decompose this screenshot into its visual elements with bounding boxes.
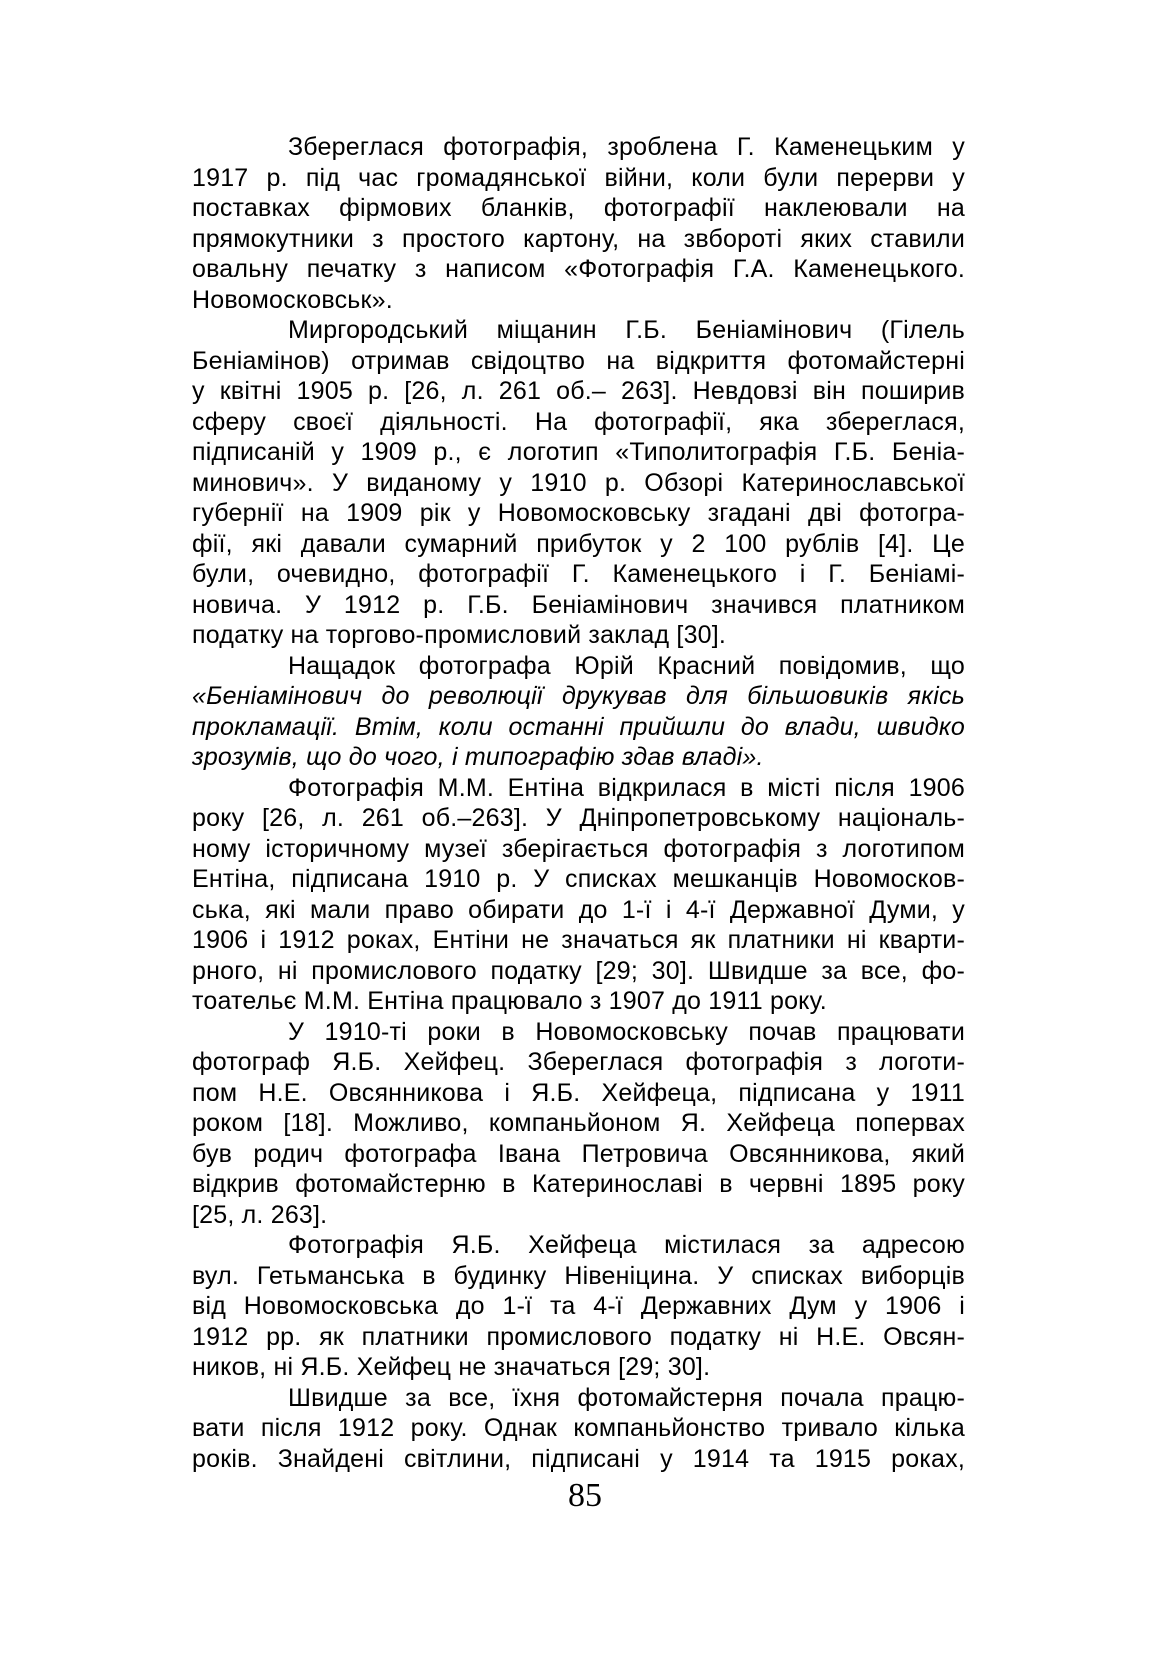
text-line: фії, які давали сумарний прибуток у 2 100 рублів [4]. Це (192, 529, 965, 558)
text-line: 1912 рр. як платники промислового податку ні Н.Е. Овсян- (192, 1322, 965, 1351)
text-line: пом Н.Е. Овсянникова і Я.Б. Хейфеца, підписана у 1911 (192, 1078, 965, 1107)
paragraph-3 (192, 651, 965, 773)
text-line: Новомосковськ». (192, 285, 393, 314)
text-line: років. Знайдені світлини, підписані у 1914 та 1915 роках, (192, 1444, 965, 1473)
text-line: Збереглася фотографія, зроблена Г. Каменецьким у (288, 133, 965, 161)
text-line: були, очевидно, фотографії Г. Каменецького і Г. Беніамі- (192, 560, 965, 588)
text-line: «Беніамінович до революції друкував для більшовиків якісь (192, 682, 965, 710)
text-line: фотограф Я.Б. Хейфец. Збереглася фотографія з логоти- (192, 1048, 965, 1076)
text-line: Беніамінов) отримав свідоцтво на відкриття фотомайстерні (192, 346, 965, 375)
page-number: 85 (568, 1477, 602, 1514)
paragraph-7 (192, 1383, 965, 1475)
paragraph-1 (192, 132, 965, 315)
text-line: 1906 і 1912 роках, Ентіни не значаться як платники ні кварти- (192, 926, 965, 954)
text-line: Фотографія Я.Б. Хейфеца містилася за адресою (288, 1231, 965, 1259)
text-line: вул. Гетьманська в будинку Нівеніцина. У списках виборців (192, 1261, 965, 1290)
text-line: губернії на 1909 рік у Новомосковську згадані дві фотогра- (192, 499, 965, 527)
text-line: роком [18]. Можливо, компаньйоном Я. Хейфеца попервах (192, 1109, 965, 1137)
text-line: прямокутники з простого картону, на звбороті яких ставили (192, 224, 965, 253)
paragraph-4 (192, 773, 965, 1017)
text-line: у квітні 1905 р. [26, л. 261 об.– 263]. Невдовзі він поширив (192, 377, 965, 405)
text-line: 1917 р. під час громадянської війни, коли були перерви у (192, 163, 965, 192)
text-line: поставках фірмових бланків, фотографії наклеювали на (192, 194, 965, 222)
text-line: новича. У 1912 р. Г.Б. Беніамінович значився платником (192, 590, 965, 619)
text-line: ному історичному музеї зберігається фотографія з логотипом (192, 834, 965, 863)
text-line: зрозумів, що до чого, і типографію здав владі». (192, 743, 764, 771)
text-line: минович». У виданому у 1910 р. Обзорі Катеринославської (192, 468, 965, 497)
text-line: Швидше за все, їхня фотомайстерня почала працю- (288, 1383, 965, 1412)
text-line: сферу своєї діяльності. На фотографії, яка збереглася, (192, 407, 965, 436)
text-line: овальну печатку з написом «Фотографія Г.А. Каменецького. (192, 255, 965, 283)
paragraph-6 (192, 1230, 965, 1383)
text-line: податку на торгово-промисловий заклад [30]. (192, 621, 727, 649)
text-line: відкрив фотомайстерню в Катеринославі в червні 1895 року (192, 1170, 965, 1198)
text-line: тоательє М.М. Ентіна працювало з 1907 до 1911 року. (192, 987, 827, 1015)
text-line: від Новомосковська до 1-ї та 4-ї Державних Дум у 1906 і (192, 1292, 965, 1320)
text-line: Ентіна, підписана 1910 р. У списках мешканців Новомосков- (192, 865, 965, 893)
text-line: Фотографія М.М. Ентіна відкрилася в місті після 1906 (288, 773, 965, 802)
paragraph-5 (192, 1017, 965, 1231)
document-text (192, 132, 965, 1474)
text-line: року [26, л. 261 об.–263]. У Дніпропетровському національ- (192, 804, 965, 832)
text-line: ников, ні Я.Б. Хейфец не значаться [29; 30]. (192, 1353, 711, 1381)
text-line: Миргородський міщанин Г.Б. Беніамінович (Гілель (288, 316, 965, 344)
text-line: Нащадок фотографа Юрій Красний повідомив, що (288, 651, 965, 680)
text-line: рного, ні промислового податку [29; 30]. Швидше за все, фо- (192, 956, 965, 985)
text-line: підписаній у 1909 р., є логотип «Типолитографія Г.Б. Беніа- (192, 438, 965, 466)
text-line: У 1910-ті роки в Новомосковську почав працювати (288, 1017, 965, 1046)
text-line: був родич фотографа Івана Петровича Овсянникова, який (192, 1139, 965, 1168)
text-line: прокламації. Втім, коли останні прийшли до влади, швидко (192, 712, 965, 741)
text-line: вати після 1912 року. Однак компаньйонство тривало кілька (192, 1414, 965, 1442)
paragraph-2 (192, 315, 965, 651)
text-line: [25, л. 263]. (192, 1200, 328, 1229)
text-line: ська, які мали право обирати до 1-ї і 4-ї Державної Думи, у (192, 895, 965, 924)
